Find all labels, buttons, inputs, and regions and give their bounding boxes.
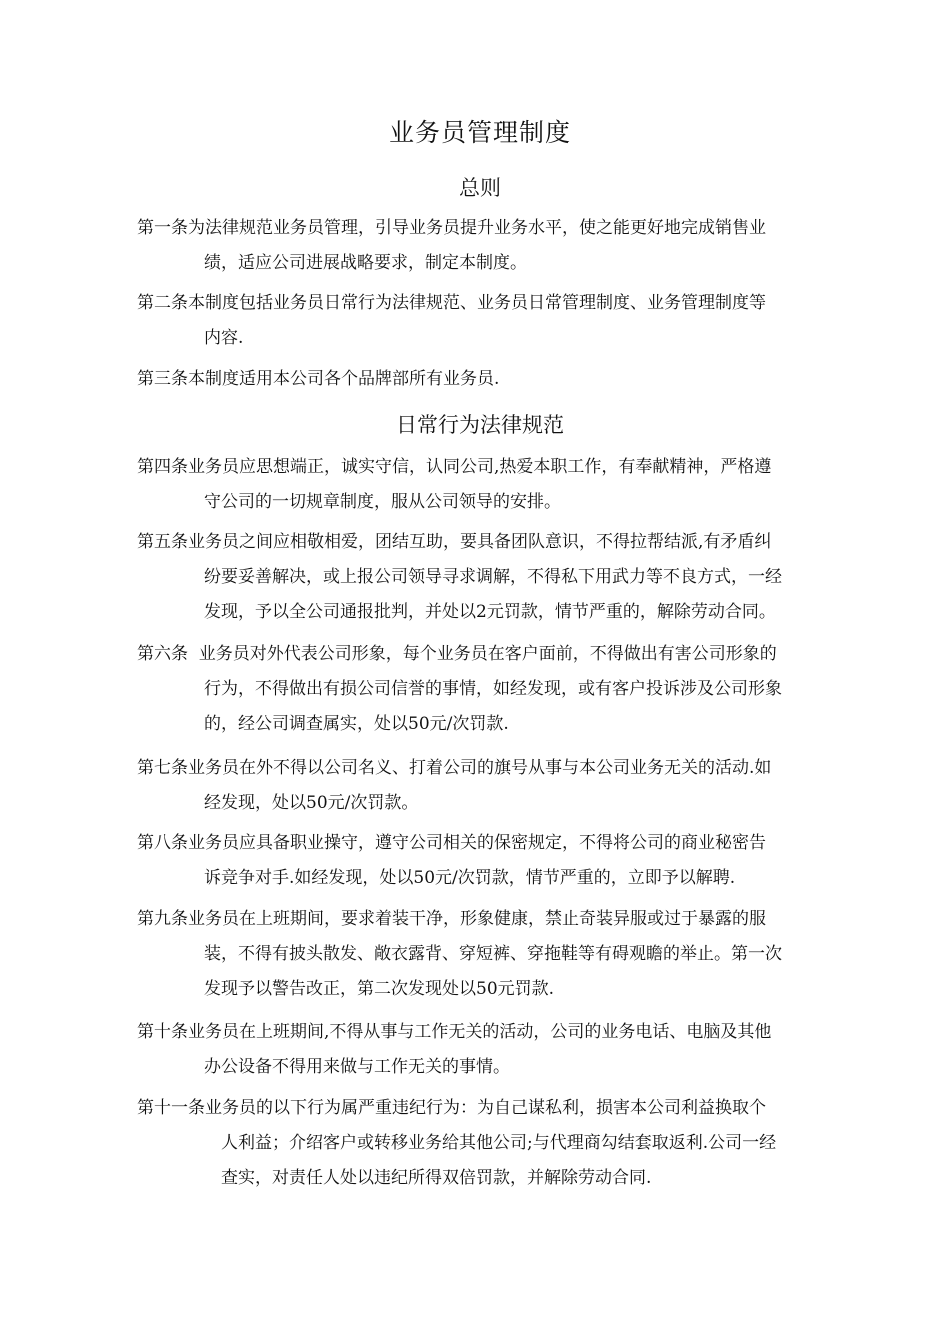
article-line: 办公设备不得用来做与工作无关的事情。 — [204, 1057, 510, 1077]
article-line: 第五条业务员之间应相敬相爱，团结互助，要具备团队意识，不得拉帮结派,有矛盾纠 — [137, 532, 772, 552]
article-line: 第十一条业务员的以下行为属严重违纪行为：为自己谋私利，损害本公司利益换取个 — [137, 1098, 766, 1118]
article-line: 第六条 业务员对外代表公司形象，每个业务员在客户面前，不得做出有害公司形象的 — [137, 644, 777, 664]
article-line: 第十条业务员在上班期间,不得从事与工作无关的活动，公司的业务电话、电脑及其他 — [137, 1022, 772, 1042]
article-7 — [137, 751, 837, 821]
article-line: 发现，予以全公司通报批判，并处以2元罚款，情节严重的，解除劳动合同。 — [204, 602, 776, 622]
article-4 — [137, 450, 837, 520]
article-line: 经发现，处以50元/次罚款。 — [204, 793, 419, 813]
article-line: 人利益；介绍客户或转移业务给其他公司;与代理商勾结套取返利.公司一经 — [221, 1133, 777, 1153]
article-line: 装，不得有披头散发、敞衣露背、穿短裤、穿拖鞋等有碍观瞻的举止。第一次 — [204, 944, 782, 964]
document-title: 业务员管理制度 — [388, 118, 571, 147]
article-5 — [137, 525, 837, 630]
article-1 — [137, 211, 837, 281]
section-heading-conduct: 日常行为法律规范 — [396, 413, 564, 437]
article-line: 第九条业务员在上班期间，要求着装干净，形象健康，禁止奇装异服或过于暴露的服 — [137, 909, 766, 929]
article-6 — [137, 637, 837, 742]
article-3 — [137, 362, 837, 397]
article-2 — [137, 286, 837, 356]
article-line: 行为，不得做出有损公司信誉的事情，如经发现，或有客户投诉涉及公司形象 — [204, 679, 782, 699]
section-heading-general: 总则 — [459, 176, 501, 200]
article-line: 第八条业务员应具备职业操守，遵守公司相关的保密规定，不得将公司的商业秘密告 — [137, 833, 766, 853]
article-line: 的，经公司调查属实，处以50元/次罚款. — [204, 714, 509, 734]
article-line: 绩，适应公司进展战略要求，制定本制度。 — [204, 253, 527, 273]
article-line: 第一条为法律规范业务员管理，引导业务员提升业务水平，使之能更好地完成销售业 — [137, 218, 766, 238]
article-line: 第四条业务员应思想端正，诚实守信，认同公司,热爱本职工作，有奉献精神，严格遵 — [137, 457, 772, 477]
article-line: 诉竞争对手.如经发现，处以50元/次罚款，情节严重的，立即予以解聘. — [204, 868, 736, 888]
article-line: 第二条本制度包括业务员日常行为法律规范、业务员日常管理制度、业务管理制度等 — [137, 293, 766, 313]
article-line: 发现予以警告改正，第二次发现处以50元罚款. — [204, 979, 555, 999]
article-10 — [137, 1015, 837, 1085]
article-line: 第七条业务员在外不得以公司名义、打着公司的旗号从事与本公司业务无关的活动.如 — [137, 758, 772, 778]
article-line: 第三条本制度适用本公司各个品牌部所有业务员. — [137, 369, 500, 389]
article-line: 守公司的一切规章制度，服从公司领导的安排。 — [204, 492, 561, 512]
article-9 — [137, 902, 837, 1007]
article-line: 内容. — [204, 328, 244, 348]
article-line: 查实，对责任人处以违纪所得双倍罚款，并解除劳动合同. — [221, 1168, 652, 1188]
article-line: 纷要妥善解决，或上报公司领导寻求调解，不得私下用武力等不良方式，一经 — [204, 567, 782, 587]
article-11 — [137, 1091, 837, 1196]
article-8 — [137, 826, 837, 896]
